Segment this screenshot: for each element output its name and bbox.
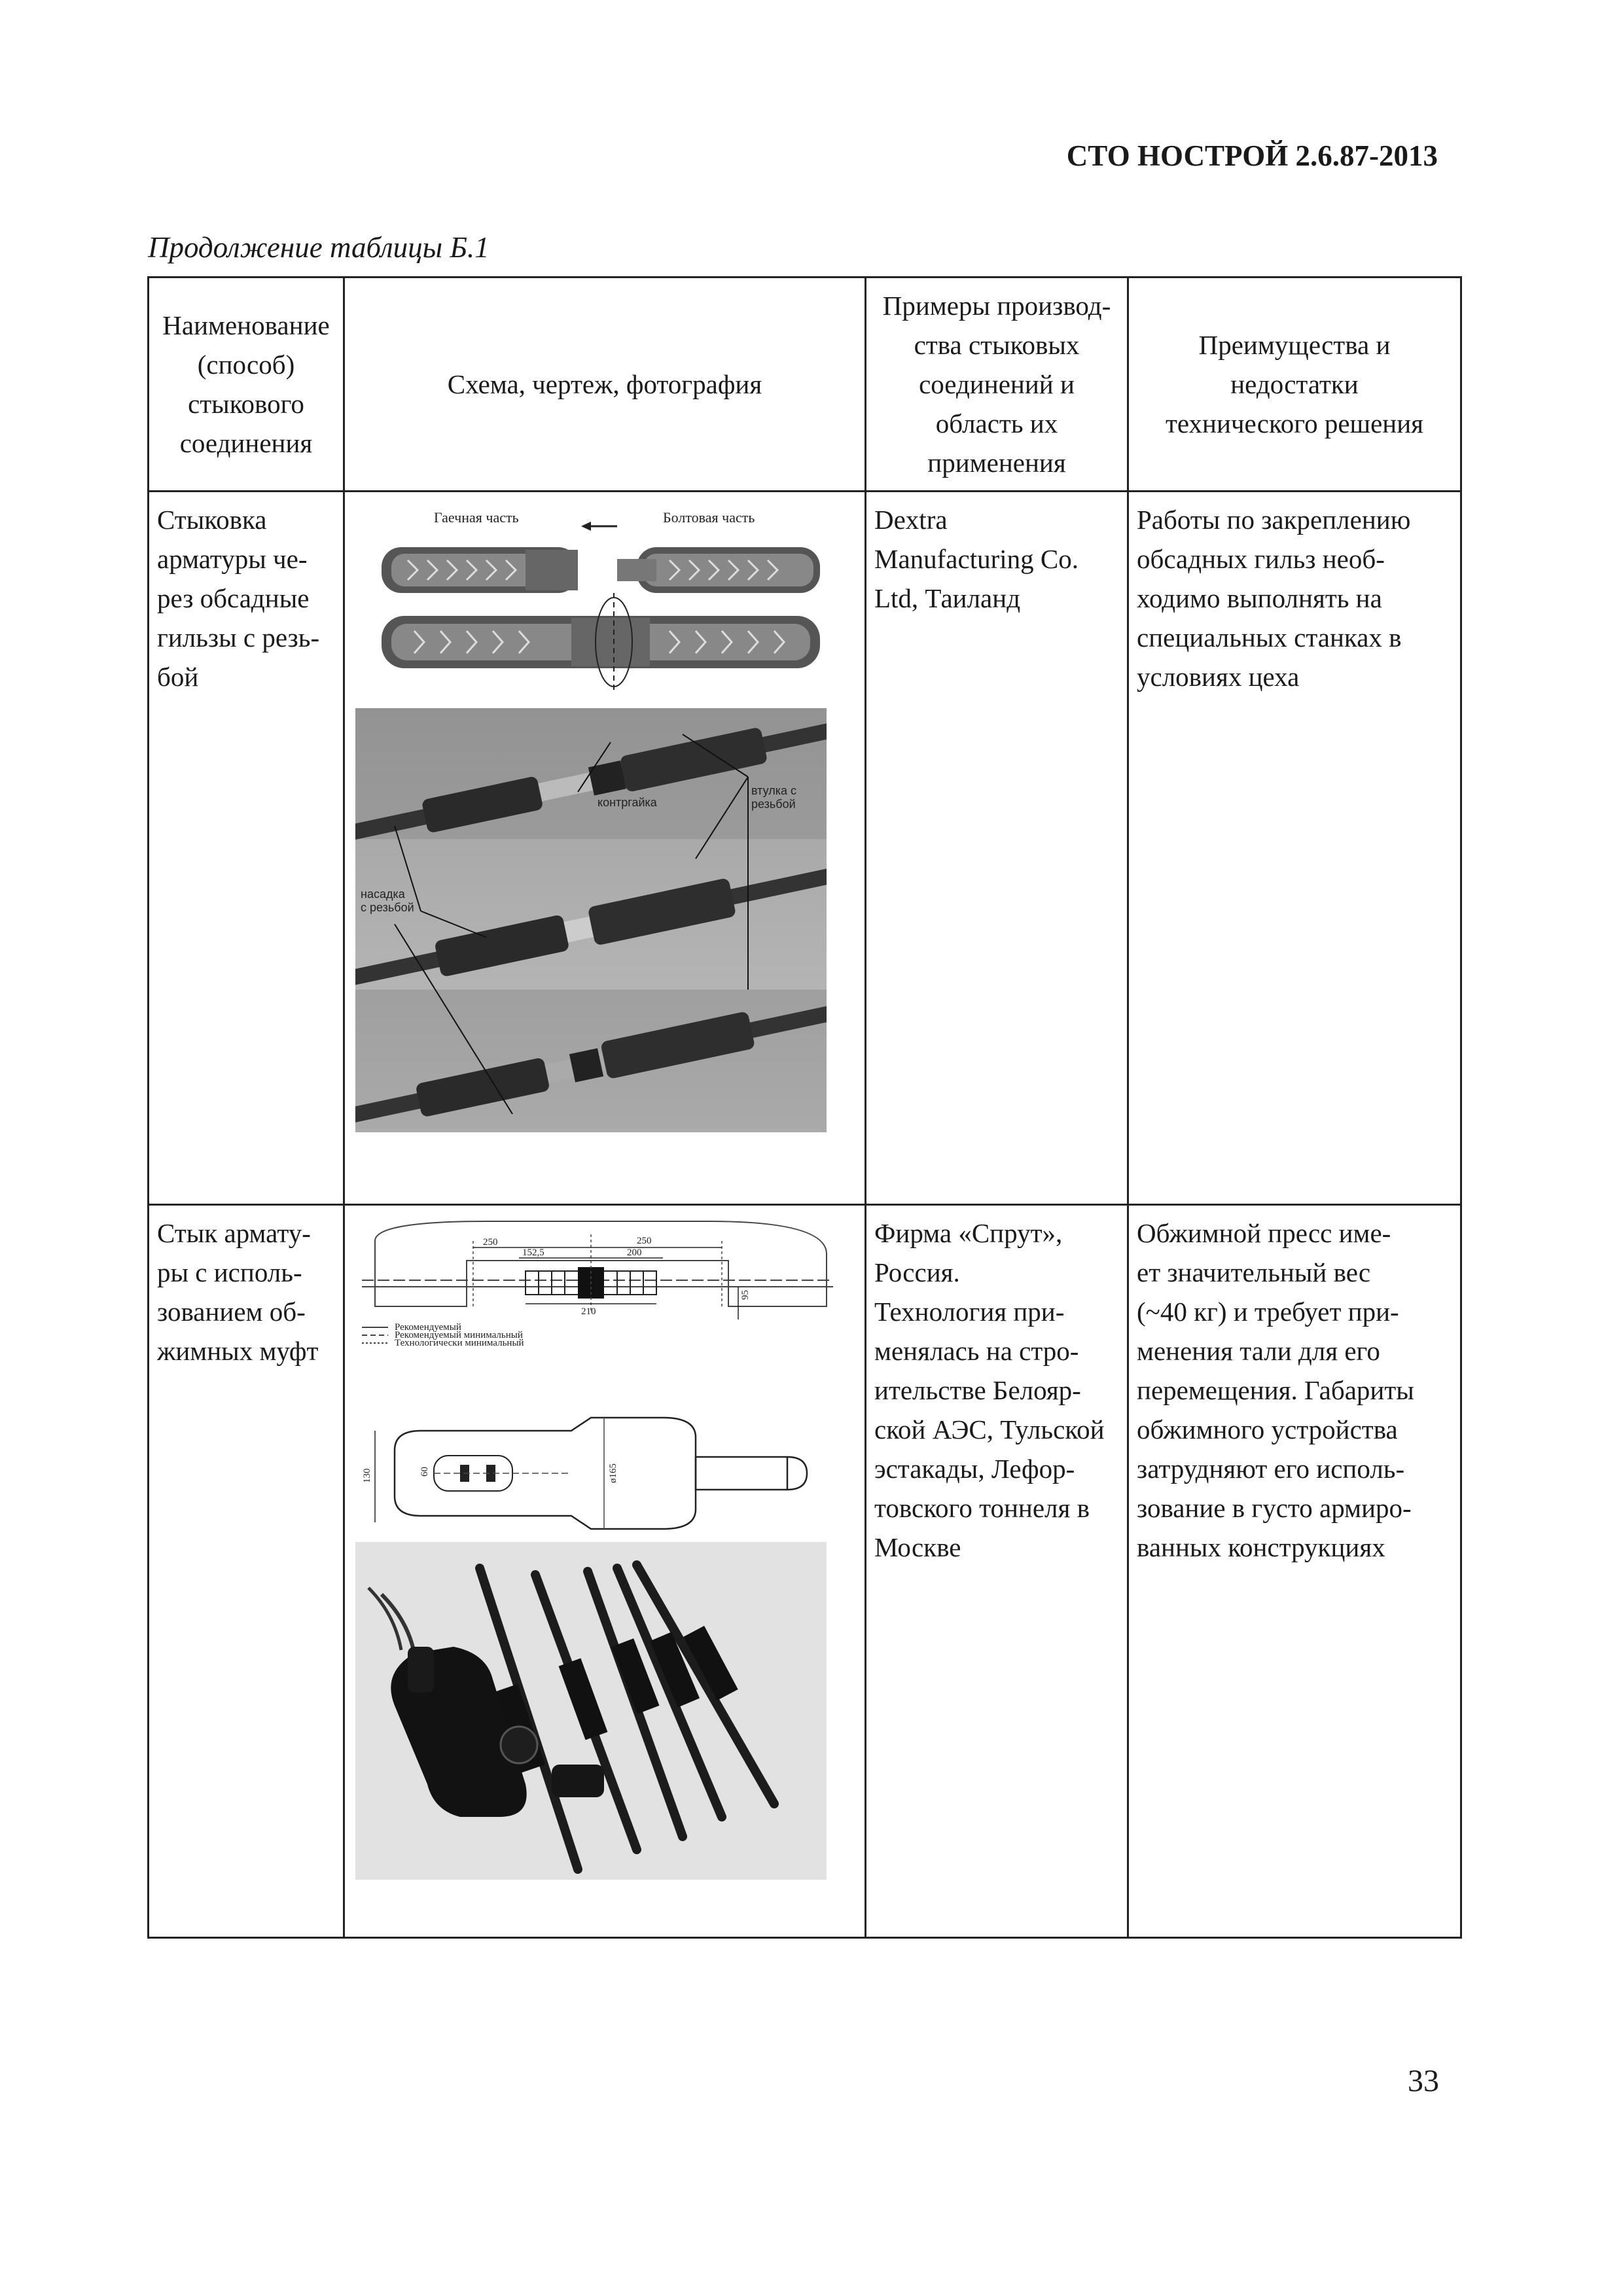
row-name: Стык армату- ры с исполь- зованием об- жимных муфт bbox=[149, 1205, 344, 1938]
dim-250-right: 250 bbox=[637, 1236, 652, 1246]
drawing-label-bolt-part: Болтовая часть bbox=[663, 509, 755, 526]
column-header-examples: Примеры производ- ства стыковых соединений и область их применения bbox=[866, 278, 1128, 492]
row-notes: Обжимной пресс име- ет значительный вес (~40 кг) и требует при- менения тали для его перемещения. Габариты обжимного устройства затрудняют его исполь- зование в густо армиро- ванных конструкциях bbox=[1128, 1205, 1461, 1938]
row-figure bbox=[344, 492, 866, 1205]
dim-165: ø165 bbox=[608, 1463, 618, 1483]
crimp-press-drawing bbox=[355, 1411, 854, 1535]
row-examples: Dextra Manufacturing Co. Ltd, Таиланд bbox=[866, 492, 1128, 1205]
crimp-sleeve-drawing bbox=[355, 1215, 854, 1411]
crimp-tool-photo bbox=[355, 1542, 854, 1880]
legend-recommended-min: Рекомендуемый минимальный bbox=[395, 1330, 523, 1340]
dim-210: 210 bbox=[581, 1306, 596, 1317]
row-notes: Работы по закреплению обсадных гильз необ- ходимо выполнять на специальных станках в условиях цеха bbox=[1128, 492, 1461, 1205]
document-code: СТО НОСТРОЙ 2.6.87-2013 bbox=[1066, 139, 1438, 172]
dim-152: 152,5 bbox=[522, 1247, 544, 1258]
column-header-name: Наименование (способ) стыкового соединения bbox=[149, 278, 344, 492]
dim-130: 130 bbox=[362, 1468, 372, 1483]
photo-label-sleeve: втулка с резьбой bbox=[751, 784, 797, 811]
table-row bbox=[149, 1205, 1461, 1938]
table-header-row bbox=[149, 278, 1461, 492]
table-row bbox=[149, 492, 1461, 1205]
row-figure bbox=[344, 1205, 866, 1938]
table-caption: Продолжение таблицы Б.1 bbox=[148, 231, 490, 264]
dim-200: 200 bbox=[627, 1247, 642, 1258]
joints-table bbox=[147, 276, 1462, 1939]
dim-60: 60 bbox=[419, 1467, 430, 1477]
row-name: Стыковка арматуры че- рез обсадные гильзы с резь- бой bbox=[149, 492, 344, 1205]
dim-95: 95 bbox=[740, 1290, 751, 1300]
column-header-notes: Преимущества и недостатки технического решения bbox=[1128, 278, 1461, 492]
row-examples: Фирма «Спрут», Россия. Технология при- менялась на стро- ительстве Белояр- ской АЭС, Тульской эстакады, Лефор- товского тоннеля в Москве bbox=[866, 1205, 1128, 1938]
photo-label-locknut: контргайка bbox=[597, 796, 657, 809]
photo-label-nozzle: насадка с резьбой bbox=[361, 888, 414, 914]
column-header-figure: Схема, чертеж, фотография bbox=[344, 278, 866, 492]
drawing-label-nut-part: Гаечная часть bbox=[434, 509, 519, 526]
legend-recommended: Рекомендуемый bbox=[395, 1322, 461, 1333]
page-number: 33 bbox=[1408, 2064, 1439, 2098]
threaded-sleeve-drawing bbox=[355, 501, 854, 698]
threaded-sleeve-photo bbox=[355, 708, 854, 1132]
legend-tech-min: Технологически минимальный bbox=[395, 1338, 524, 1348]
dim-250-left: 250 bbox=[483, 1237, 498, 1247]
